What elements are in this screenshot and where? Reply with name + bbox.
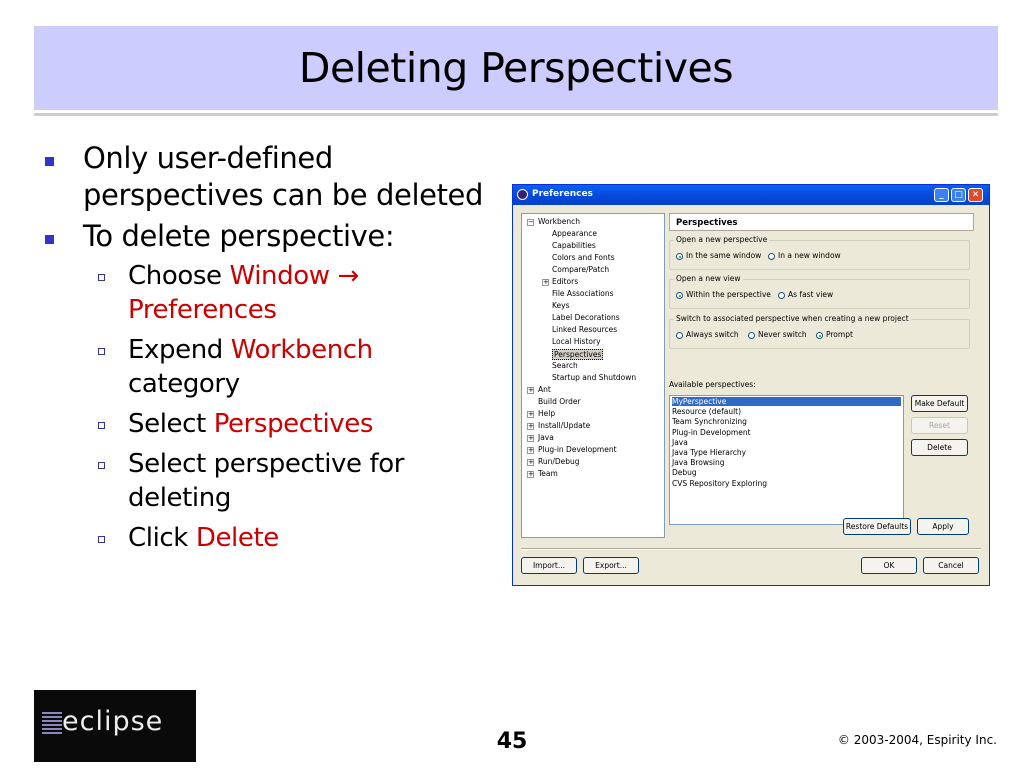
expand-icon[interactable]: +	[528, 446, 534, 454]
eclipse-icon	[517, 189, 528, 200]
export-button[interactable]: Export...	[583, 557, 639, 574]
cancel-button[interactable]: Cancel	[923, 557, 979, 574]
subbullet-highlight: Window → Preferences	[128, 261, 359, 325]
expand-icon[interactable]: +	[528, 422, 534, 430]
tree-item[interactable]: Compare/Patch	[552, 265, 610, 274]
subbullet-text: Select	[128, 409, 214, 439]
title-band	[34, 26, 998, 110]
dialog-title: Preferences	[532, 189, 593, 199]
preferences-tree[interactable]	[521, 213, 665, 538]
tree-item[interactable]: Startup and Shutdown	[552, 373, 637, 382]
subbullet-highlight: Workbench	[230, 335, 373, 365]
tree-item[interactable]: Perspectives	[554, 350, 602, 359]
tree-item[interactable]: Search	[552, 361, 578, 370]
group-open-perspective	[669, 235, 970, 270]
bullet-item	[40, 140, 490, 214]
radio-fast-view[interactable]	[778, 292, 785, 299]
tree-item[interactable]: Keys	[552, 301, 570, 310]
panel-title: Perspectives	[669, 213, 974, 231]
perspective-list-item[interactable]: MyPerspective	[672, 397, 901, 406]
ok-button[interactable]: OK	[861, 557, 917, 574]
tree-item[interactable]: Run/Debug	[538, 457, 580, 466]
available-perspectives-label: Available perspectives:	[669, 380, 756, 389]
tree-item[interactable]: Label Decorations	[552, 313, 620, 322]
bullet-square-icon	[45, 235, 54, 244]
tree-item[interactable]: Colors and Fonts	[552, 253, 615, 262]
make-default-button[interactable]: Make Default	[911, 395, 968, 412]
tree-item[interactable]: Ant	[538, 385, 551, 394]
perspectives-panel	[669, 213, 974, 538]
preferences-dialog	[512, 184, 990, 586]
expand-icon[interactable]: +	[528, 386, 534, 394]
bullet-list	[40, 140, 490, 561]
perspective-list-item[interactable]: CVS Repository Exploring	[672, 478, 768, 488]
radio-new-window[interactable]	[768, 253, 775, 260]
tree-item[interactable]: Capabilities	[552, 241, 596, 250]
radio-within-perspective[interactable]	[676, 292, 683, 299]
minimize-button[interactable]: _	[934, 188, 949, 202]
perspective-list-item[interactable]: Java Browsing	[672, 458, 725, 468]
subbullet-text: Click	[128, 523, 196, 553]
dialog-separator	[521, 548, 981, 550]
radio-label: Never switch	[758, 330, 807, 339]
expand-icon[interactable]: +	[528, 410, 534, 418]
copyright: © 2003-2004, Espirity Inc.	[837, 733, 997, 747]
subbullet-box-icon	[98, 348, 105, 355]
maximize-button[interactable]: □	[951, 188, 966, 202]
group-label: Open a new perspective	[676, 235, 768, 244]
perspective-list-item[interactable]: Java	[672, 437, 688, 447]
expand-icon[interactable]: +	[543, 278, 549, 286]
group-open-view	[669, 274, 970, 309]
tree-item[interactable]: Java	[538, 433, 554, 442]
subbullet-box-icon	[98, 422, 105, 429]
radio-label: As fast view	[788, 290, 834, 299]
restore-defaults-button[interactable]: Restore Defaults	[843, 518, 911, 535]
perspective-list-item[interactable]: Team Synchronizing	[672, 417, 747, 427]
tree-item[interactable]: Appearance	[552, 229, 598, 238]
dialog-titlebar[interactable]	[513, 185, 989, 205]
bullet-text: Only user-defined perspectives can be deleted	[83, 141, 483, 212]
tree-item[interactable]: Plug-in Development	[538, 445, 617, 454]
subbullet-box-icon	[98, 536, 105, 543]
collapse-icon[interactable]: −	[528, 218, 534, 226]
delete-button[interactable]: Delete	[911, 439, 968, 456]
tree-item[interactable]: Install/Update	[538, 421, 591, 430]
tree-item[interactable]: File Associations	[552, 289, 614, 298]
perspective-list-item[interactable]: Java Type Hierarchy	[672, 448, 747, 457]
tree-item[interactable]: Workbench	[538, 217, 580, 226]
tree-item[interactable]: Linked Resources	[552, 325, 618, 334]
subbullet-highlight: Delete	[195, 523, 279, 553]
logo-stripes-icon	[42, 712, 62, 736]
expand-icon[interactable]: +	[528, 434, 534, 442]
close-button[interactable]: ✕	[968, 188, 983, 202]
import-button[interactable]: Import...	[521, 557, 577, 574]
subbullet-text: Choose	[128, 261, 230, 291]
group-switch-perspective	[669, 314, 970, 349]
subbullet-text-after: category	[128, 369, 240, 399]
radio-label: Always switch	[686, 330, 739, 339]
subbullet-text: Select perspective for deleting	[128, 449, 405, 513]
subbullet-box-icon	[98, 274, 105, 281]
radio-prompt[interactable]	[816, 332, 823, 339]
title-rule	[34, 113, 998, 116]
bullet-square-icon	[45, 157, 54, 166]
slide-title: Deleting Perspectives	[298, 44, 734, 92]
tree-item[interactable]: Editors	[552, 277, 579, 286]
perspective-list-item[interactable]: Resource (default)	[672, 407, 742, 417]
tree-item[interactable]: Build Order	[538, 397, 581, 406]
radio-always-switch[interactable]	[676, 332, 683, 339]
subbullet-item	[40, 447, 490, 515]
tree-item[interactable]: Team	[538, 469, 558, 478]
group-label: Open a new view	[676, 274, 741, 283]
perspective-list-item[interactable]: Debug	[672, 468, 697, 478]
apply-button[interactable]: Apply	[917, 518, 969, 535]
bullet-item	[40, 218, 490, 255]
bullet-text: To delete perspective:	[83, 219, 395, 253]
subbullet-box-icon	[98, 462, 105, 469]
group-label: Switch to associated perspective when creating a new project	[676, 314, 909, 323]
subbullet-item	[40, 259, 490, 327]
radio-label: In the same window	[686, 251, 762, 260]
subbullet-highlight: Perspectives	[213, 409, 374, 439]
radio-same-window[interactable]	[676, 253, 683, 260]
radio-label: In a new window	[778, 251, 841, 260]
expand-icon[interactable]: +	[528, 470, 534, 478]
subbullet-text: Expend	[128, 335, 231, 365]
radio-label: Prompt	[826, 330, 853, 339]
subbullet-item	[40, 333, 490, 401]
perspectives-list[interactable]	[669, 395, 904, 525]
tree-item[interactable]: Local History	[552, 337, 601, 346]
tree-item[interactable]: Help	[538, 409, 556, 418]
perspective-list-item[interactable]: Plug-in Development	[672, 427, 751, 437]
eclipse-logo	[34, 690, 196, 762]
subbullet-item	[40, 521, 490, 555]
radio-label: Within the perspective	[686, 290, 771, 299]
page-number: 45	[496, 729, 528, 754]
expand-icon[interactable]: +	[528, 458, 534, 466]
radio-never-switch[interactable]	[748, 332, 755, 339]
subbullet-item	[40, 407, 490, 441]
reset-button[interactable]: Reset	[911, 417, 968, 434]
logo-text: eclipse	[62, 706, 164, 737]
